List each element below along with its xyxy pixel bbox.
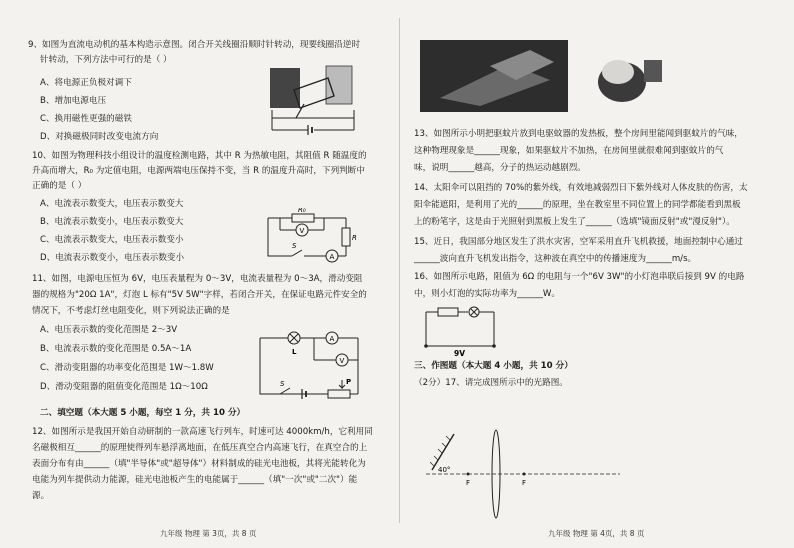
q10-option-d: D、电流表示数变小，电压表示数变小	[40, 253, 185, 263]
q9-motor-figure	[264, 60, 364, 136]
q17-focus-right	[523, 473, 526, 476]
q9-option-a: A、将电源正负极对调下	[40, 78, 132, 88]
q11-wire-left	[260, 338, 314, 394]
q11-stem-line1: 11、如图，电源电压恒为 6V，电压表量程为 0～3V，电流表量程为 0～3A，滑动变阻	[32, 274, 363, 284]
q13-photo-left	[420, 40, 568, 112]
q16-line1: 16、如图所示电路，阻值为 6Ω 的电阻与一个"6V 3W"的小灯泡串联后接到 9V 的电路	[414, 272, 745, 282]
q12-line1: 12、如图所示是我国开始自动研制的一款高速飞行列车，时速可达 4000km/h，它利用同	[32, 427, 373, 437]
q17-label-f-right: F	[522, 479, 527, 487]
q16-circuit-figure	[420, 300, 500, 358]
q17-mirror-hatch-3	[438, 449, 442, 453]
q17-mirror-hatch-5	[446, 436, 450, 440]
q10-resistor-r0	[292, 214, 314, 222]
q10-stem-line1: 10、如图为物理科技小组设计的温度检测电路，其中 R 为热敏电阻，其阻值 R 随温度的	[32, 151, 367, 161]
q16-wire-loop	[426, 312, 494, 346]
q9-option-d: D、对换磁极同时改变电流方向	[40, 132, 159, 142]
q11-label-a: A	[329, 335, 335, 343]
q17-focus-left	[467, 473, 470, 476]
q11-label-s: S	[280, 380, 285, 388]
q17-mirror-hatch-1	[430, 462, 434, 466]
q14-line3: 上的粉笔字，这是由于光照射到黑板上发生了______（选填"镜面反射"或"漫反射"）。	[414, 217, 735, 227]
q13-line3: 味，说明______越高，分子的热运动越剧烈。	[414, 163, 586, 173]
q11-stem-line3: 情况下，不考虑灯丝电阻变化，则下列说法正确的是	[32, 306, 230, 316]
section-2-heading: 二、填空题（本大题 5 小题，每空 1 分，共 10 分）	[40, 408, 246, 418]
section-3-heading: 三、作图题（本大题 4 小题，共 10 分）	[414, 361, 573, 371]
q10-option-c: C、电流表示数变大，电压表示数变小	[40, 235, 184, 245]
q10-label-a: A	[329, 253, 335, 261]
q17-mirror	[432, 434, 454, 470]
q11-switch	[280, 388, 290, 394]
q10-label-r: R	[352, 234, 357, 242]
page-divider	[399, 18, 400, 523]
q13-photo-right	[590, 44, 670, 108]
q13-line1: 13、如图所示小明把驱蚊片放到电驱蚊器的发热板，整个房间里能闻到驱蚊片的气味，	[414, 129, 743, 139]
q17-angle-label: 40°	[438, 466, 451, 474]
q17-mirror-hatch-2	[434, 456, 438, 460]
q11-option-c: C、滑动变阻器的功率变化范围是 1W～1.8W	[40, 363, 214, 373]
q11-label-l: L	[292, 348, 297, 356]
q10-label-s: S	[292, 242, 297, 250]
q13-heater-plug	[644, 60, 662, 82]
q11-option-a: A、电压表示数的变化范围是 2～3V	[40, 325, 178, 335]
left-page-footer: 九年级 物理 第 3页，共 8 页	[160, 529, 257, 538]
q10-option-a: A、电流表示数变大，电压表示数变大	[40, 199, 184, 209]
q11-stem-line2: 器的规格为"20Ω 1A"，灯泡 L 标有"5V 5W"字样，若闭合开关，在保证电路元件安全的	[32, 290, 367, 300]
q10-option-b: B、电流表示数变小，电压表示数变大	[40, 217, 184, 227]
q11-label-p: P	[346, 378, 352, 386]
q10-stem-line2: 升高而增大，R₀ 为定值电阻，电源两端电压保持不变，当 R 的温度升高时，下列判断中	[32, 166, 365, 176]
q14-line2: 阳伞能遮阳，是利用了光的______的原理，坐在教室里不同位置上的同学都能看到黑板	[414, 200, 741, 210]
q9-stem-line1: 9、如图为直流电动机的基本构造示意图。闭合开关线圈沿顺时针转动，现要线圈沿逆时	[28, 40, 361, 50]
q11-circuit-figure	[254, 324, 364, 404]
q10-switch	[292, 250, 302, 256]
q11-option-d: D、滑动变阻器的阻值变化范围是 1Ω～10Ω	[40, 382, 208, 392]
q16-terminal-right	[492, 344, 496, 348]
q17-mirror-hatch-4	[442, 443, 446, 447]
q10-label-r0: R₀	[298, 208, 306, 214]
q16-label-9v: 9V	[454, 349, 466, 358]
q16-resistor	[438, 308, 458, 316]
q11-option-b: B、电流表示数的变化范围是 0.5A～1A	[40, 344, 192, 354]
q10-circuit-figure	[262, 208, 358, 264]
magnet-n-pole	[270, 68, 300, 108]
q17-optics-figure	[424, 404, 624, 524]
q11-slider-arrow	[339, 380, 345, 388]
q11-label-v: V	[339, 357, 345, 365]
q9-option-b: B、增加电源电压	[40, 96, 107, 106]
q17-label-f-left: F	[466, 479, 471, 487]
q16-terminal-left	[424, 344, 428, 348]
q10-stem-line3: 正确的是（ ）	[32, 181, 87, 191]
q16-line2: 中，则小灯泡的实际功率为______W。	[414, 289, 560, 299]
q10-label-v: V	[299, 227, 305, 235]
q17-stem: （2分）17、请完成图所示中的光路图。	[414, 378, 568, 388]
q12-line3: 表面分布有由______（填"半导体"或"超导体"）材料制成的硅光电池板，其将光能转化为	[32, 459, 366, 469]
q12-line2: 名磁极相互______的原理使得列车悬浮离地面，在低压真空合内高速飞行，在真空合的上	[32, 443, 368, 453]
q10-thermistor-r	[342, 228, 350, 246]
q12-line4: 电能为列车提供动力能源，硅光电池板产生的电能属于______（填"一次"或"二次"）能	[32, 475, 358, 485]
right-page-footer: 九年级 物理 第 4页，共 8 页	[548, 529, 645, 538]
q12-line5: 源。	[32, 491, 50, 501]
q15-line1: 15、近日，我国部分地区发生了洪水灾害，空军采用直升飞机救援，地面控制中心通过	[414, 237, 743, 247]
q9-option-c: C、换用磁性更强的磁铁	[40, 114, 132, 124]
q9-stem-line2: 针转动，下列方法中可行的是（ ）	[40, 55, 172, 65]
q15-line2: ______波向直升飞机发出指令，这种波在真空中的传播速度为______m/s。	[414, 254, 697, 264]
q11-rheostat	[328, 390, 350, 398]
q14-line1: 14、太阳伞可以阻挡的 70%的紫外线，有效地减弱烈日下紫外线对人体皮肤的伤害，太	[414, 183, 748, 193]
q13-line2: 这种物理现象是______现象，如果驱蚊片不加热，在房间里就很难闻到驱蚊片的气	[414, 146, 724, 156]
q13-heater-plate	[602, 60, 634, 84]
